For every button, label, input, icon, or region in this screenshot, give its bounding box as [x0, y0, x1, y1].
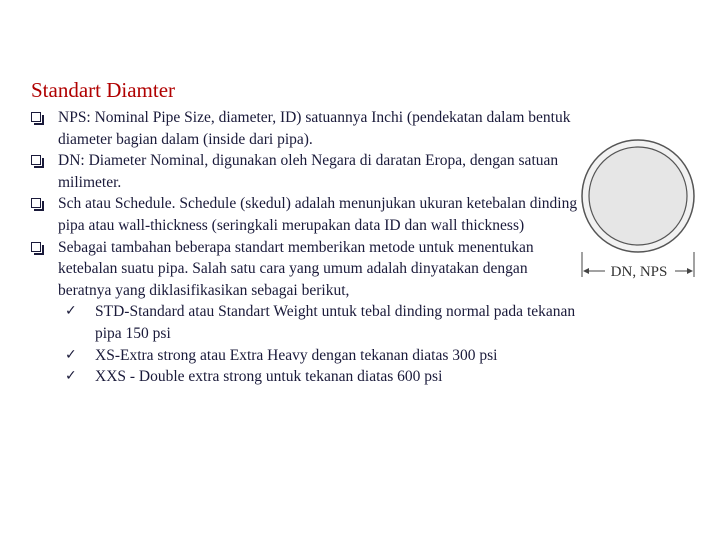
pipe-diagram — [575, 115, 705, 290]
sub-bullet-xxs — [31, 366, 579, 388]
checkbox-bullet-icon — [31, 112, 41, 122]
checkbox-bullet-icon — [31, 198, 41, 208]
bullet-list — [31, 107, 579, 388]
check-icon: ✓ — [65, 303, 77, 320]
sub-bullet-std — [31, 301, 579, 344]
sub-bullet-xs — [31, 345, 579, 367]
bullet-text: NPS: Nominal Pipe Size, diameter, ID) satuannya Inchi (pendekatan dalam bentuk diameter bagian dalam (inside dari pipa). — [58, 109, 571, 148]
bullet-nps — [31, 107, 579, 150]
bullet-dn — [31, 150, 579, 193]
checkbox-bullet-icon — [31, 155, 41, 165]
pipe-inner-bore — [589, 147, 687, 245]
slide-title: Standart Diamter — [31, 78, 176, 102]
check-icon: ✓ — [65, 346, 77, 363]
arrow-left-icon — [583, 268, 589, 274]
sub-bullet-text: STD-Standard atau Standart Weight untuk tebal dinding normal pada tekanan pipa 150 psi — [95, 303, 576, 342]
bullet-text: Sebagai tambahan beberapa standart memberikan metode untuk menentukan ketebalan suatu pipa. Salah satu cara yang umum adalah dinyatakan dengan beratnya yang diklasifikasikan sebagai berikut, — [58, 238, 534, 299]
sub-bullet-text: XXS - Double extra strong untuk tekanan diatas 600 psi — [95, 368, 443, 386]
bullet-weight — [31, 237, 579, 302]
sub-bullet-text: XS-Extra strong atau Extra Heavy dengan tekanan diatas 300 psi — [95, 346, 498, 364]
checkbox-bullet-icon — [31, 242, 41, 252]
dimension-label: DN, NPS — [610, 264, 668, 280]
bullet-sch — [31, 193, 579, 236]
bullet-text: DN: Diameter Nominal, digunakan oleh Negara di daratan Eropa, dengan satuan milimeter. — [58, 152, 559, 191]
pipe-cross-section-figure — [575, 115, 705, 290]
check-icon: ✓ — [65, 368, 77, 385]
arrow-right-icon — [687, 268, 693, 274]
bullet-text: Sch atau Schedule. Schedule (skedul) adalah menunjukan ukuran ketebalan dinding pipa atau wall-thickness (seringkali merupakan data ID dan wall thickness) — [58, 195, 578, 234]
